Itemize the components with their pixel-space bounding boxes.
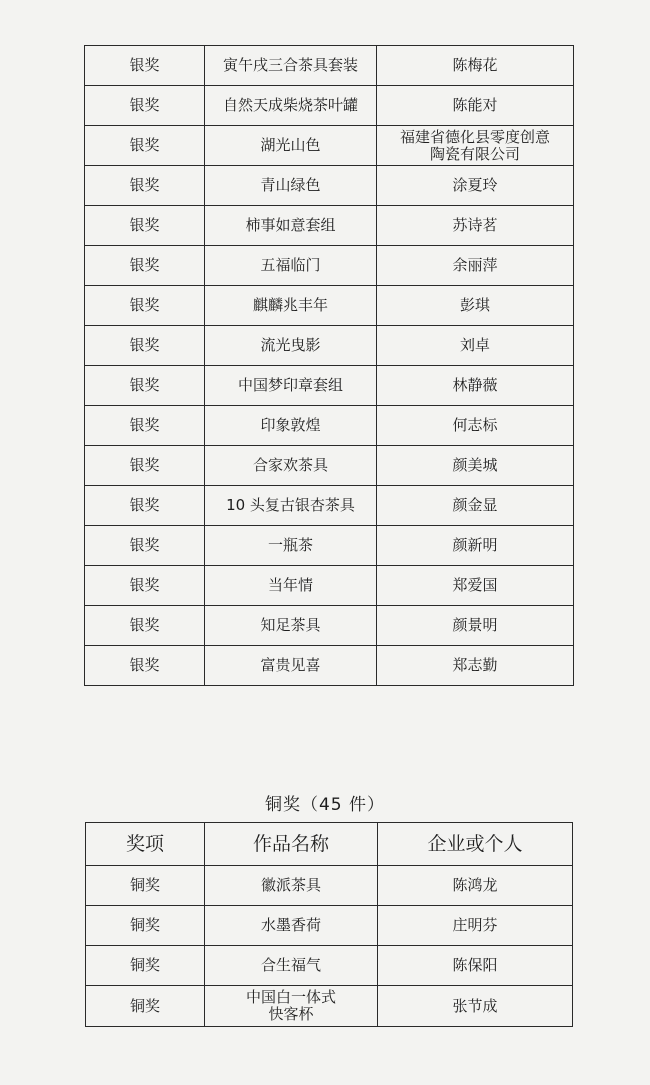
work-name-cell: 10 头复古银杏茶具 bbox=[205, 486, 377, 526]
work-name-cell: 中国梦印章套组 bbox=[205, 366, 377, 406]
work-name-cell: 富贵见喜 bbox=[205, 646, 377, 686]
entrant-cell: 陈能对 bbox=[377, 86, 574, 126]
table-row bbox=[86, 906, 573, 946]
table-row bbox=[85, 406, 574, 446]
award-cell: 银奖 bbox=[85, 326, 205, 366]
silver-award-table bbox=[84, 45, 574, 686]
silver-award-table-body bbox=[85, 46, 574, 686]
award-cell: 银奖 bbox=[85, 366, 205, 406]
entrant-cell: 颜美城 bbox=[377, 446, 574, 486]
work-name-cell: 当年情 bbox=[205, 566, 377, 606]
table-row bbox=[85, 246, 574, 286]
entrant-cell: 福建省德化县零度创意 陶瓷有限公司 bbox=[377, 126, 574, 166]
entrant-cell: 刘卓 bbox=[377, 326, 574, 366]
work-name-cell: 水墨香荷 bbox=[205, 906, 378, 946]
award-cell: 银奖 bbox=[85, 86, 205, 126]
award-cell: 银奖 bbox=[85, 246, 205, 286]
table-row bbox=[85, 286, 574, 326]
entrant-cell: 颜金显 bbox=[377, 486, 574, 526]
table-row bbox=[85, 526, 574, 566]
table-row bbox=[85, 646, 574, 686]
table-row bbox=[85, 566, 574, 606]
award-cell: 银奖 bbox=[85, 206, 205, 246]
table-row bbox=[85, 606, 574, 646]
entrant-cell: 庄明芬 bbox=[378, 906, 573, 946]
header-award: 奖项 bbox=[86, 823, 205, 866]
award-cell: 银奖 bbox=[85, 566, 205, 606]
work-name-cell: 流光曳影 bbox=[205, 326, 377, 366]
entrant-cell: 涂夏玲 bbox=[377, 166, 574, 206]
work-name-cell: 寅午戌三合茶具套装 bbox=[205, 46, 377, 86]
table-row bbox=[85, 206, 574, 246]
entrant-cell: 彭琪 bbox=[377, 286, 574, 326]
award-cell: 银奖 bbox=[85, 46, 205, 86]
work-name-cell: 青山绿色 bbox=[205, 166, 377, 206]
table-row bbox=[85, 166, 574, 206]
table-row bbox=[85, 446, 574, 486]
work-name-cell: 知足茶具 bbox=[205, 606, 377, 646]
table-header-row bbox=[86, 823, 573, 866]
table-row bbox=[86, 946, 573, 986]
award-cell: 铜奖 bbox=[86, 986, 205, 1027]
header-work-name: 作品名称 bbox=[205, 823, 378, 866]
entrant-cell: 林静薇 bbox=[377, 366, 574, 406]
work-name-cell: 柿事如意套组 bbox=[205, 206, 377, 246]
award-cell: 银奖 bbox=[85, 286, 205, 326]
table-row bbox=[86, 986, 573, 1027]
work-name-cell: 麒麟兆丰年 bbox=[205, 286, 377, 326]
bronze-section-title: 铜奖（45 件） bbox=[264, 795, 386, 815]
award-cell: 银奖 bbox=[85, 526, 205, 566]
award-cell: 银奖 bbox=[85, 486, 205, 526]
entrant-cell: 颜景明 bbox=[377, 606, 574, 646]
table-row bbox=[85, 326, 574, 366]
bronze-award-table-header bbox=[86, 823, 573, 866]
work-name-cell: 徽派茶具 bbox=[205, 866, 378, 906]
table-row bbox=[85, 86, 574, 126]
work-name-cell: 湖光山色 bbox=[205, 126, 377, 166]
entrant-cell: 何志标 bbox=[377, 406, 574, 446]
entrant-cell: 陈梅花 bbox=[377, 46, 574, 86]
table-row bbox=[85, 46, 574, 86]
bronze-award-table-body bbox=[86, 866, 573, 1027]
entrant-cell: 陈鸿龙 bbox=[378, 866, 573, 906]
work-name-cell: 五福临门 bbox=[205, 246, 377, 286]
work-name-cell: 中国白一体式 快客杯 bbox=[205, 986, 378, 1027]
award-cell: 银奖 bbox=[85, 166, 205, 206]
award-cell: 银奖 bbox=[85, 406, 205, 446]
award-cell: 铜奖 bbox=[86, 946, 205, 986]
entrant-cell: 郑爱国 bbox=[377, 566, 574, 606]
table-row bbox=[85, 366, 574, 406]
award-cell: 铜奖 bbox=[86, 906, 205, 946]
work-name-cell: 合家欢茶具 bbox=[205, 446, 377, 486]
work-name-cell: 合生福气 bbox=[205, 946, 378, 986]
work-name-cell: 印象敦煌 bbox=[205, 406, 377, 446]
entrant-cell: 颜新明 bbox=[377, 526, 574, 566]
work-name-cell: 一瓶茶 bbox=[205, 526, 377, 566]
table-row bbox=[85, 486, 574, 526]
bronze-award-table bbox=[85, 822, 573, 1027]
table-row bbox=[86, 866, 573, 906]
entrant-cell: 张节成 bbox=[378, 986, 573, 1027]
work-name-cell: 自然天成柴烧茶叶罐 bbox=[205, 86, 377, 126]
entrant-cell: 余丽萍 bbox=[377, 246, 574, 286]
award-cell: 银奖 bbox=[85, 606, 205, 646]
award-cell: 银奖 bbox=[85, 126, 205, 166]
entrant-cell: 陈保阳 bbox=[378, 946, 573, 986]
entrant-cell: 苏诗茗 bbox=[377, 206, 574, 246]
award-cell: 银奖 bbox=[85, 446, 205, 486]
header-entrant: 企业或个人 bbox=[378, 823, 573, 866]
award-cell: 铜奖 bbox=[86, 866, 205, 906]
award-cell: 银奖 bbox=[85, 646, 205, 686]
entrant-cell: 郑志勤 bbox=[377, 646, 574, 686]
table-row bbox=[85, 126, 574, 166]
